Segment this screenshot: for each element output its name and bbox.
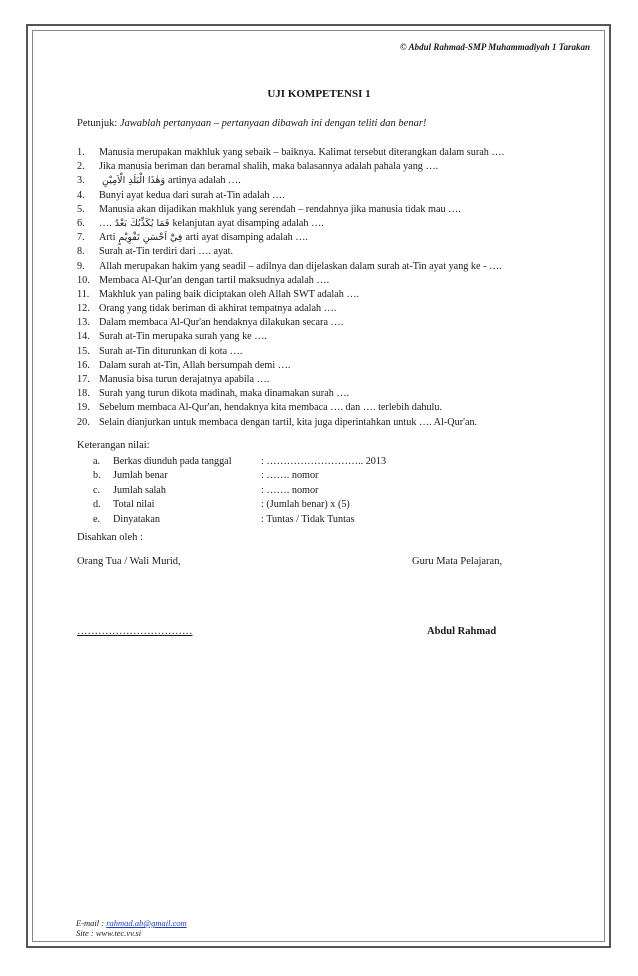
question-item [77,260,577,274]
question-item [77,146,577,160]
question-text: Manusia bisa turun derajatnya apabila …. [99,374,270,385]
question-item [77,288,577,302]
keterangan-label: Berkas diunduh pada tanggal [113,456,232,467]
question-prefix: Arti [99,232,116,244]
question-arabic-text: فَمَا يُكَذِّبُكَ بَعْدُ [114,217,170,229]
footer-site-row [76,928,187,938]
question-item [77,274,577,288]
instruction-text: Jawablah pertanyaan – pertanyaan dibawah ini dengan teliti dan benar! [119,118,427,129]
keterangan-value: : ……. nomor [261,470,319,482]
keterangan-title: Keterangan nilai: [77,440,150,451]
question-text: Surah yang turun dikota madinah, maka dinamakan surah …. [99,388,350,400]
parent-signature-line: …………………………… [77,626,193,637]
question-number: 16. [77,359,90,371]
question-text: Dalam membaca Al-Qur'an hendaknya dilakukan secara …. [99,317,344,329]
instruction-label: Petunjuk: [77,118,118,129]
question-item [77,302,577,316]
question-number: 4. [77,189,85,201]
question-text: Surah at-Tin diturunkan di kota …. [99,345,243,357]
question-number: 13. [77,317,90,329]
question-text: Manusia akan dijadikan makhluk yang serendah – rendahnya jika manusia tidak mau …. [99,203,461,215]
keterangan-letter: b. [93,470,101,482]
question-item [77,373,577,387]
question-number: 10. [77,274,90,286]
keterangan-row [93,498,513,512]
question-text: Dalam surah at-Tin, Allah bersumpah demi …. [99,359,291,371]
header-credit: © Abdul Rahmad-SMP Muhammadiyah 1 Tarakan [399,42,590,52]
question-item [77,231,577,245]
question-number: 18. [77,388,90,400]
question-text: artinya adalah …. [168,175,241,187]
question-item [77,203,577,217]
footer-email-label: E-mail : [76,918,107,928]
question-number: 2. [77,161,85,173]
question-number: 19. [77,402,90,414]
keterangan-label: Dinyatakan [113,513,160,525]
question-item [77,359,577,373]
keterangan-row [93,513,513,527]
keterangan-label: Jumlah benar [113,470,168,482]
question-text: Jika manusia beriman dan beramal shalih, maka balasannya adalah pahala yang …. [99,161,439,173]
question-item [77,160,577,174]
keterangan-letter: e. [93,513,101,525]
keterangan-label: Jumlah salah [113,484,166,496]
keterangan-row [93,455,513,469]
parent-signature-title: Orang Tua / Wali Murid, [77,556,181,567]
keterangan-value: : ……………………….. 2013 [261,456,387,467]
keterangan-letter: c. [93,484,101,496]
question-number: 9. [77,260,85,272]
question-list [77,146,577,430]
footer-email-link[interactable]: rahmad.ab@gmail.com [106,918,187,928]
teacher-signature-title: Guru Mata Pelajaran, [412,556,503,567]
question-item [77,217,577,231]
teacher-name: Abdul Rahmad [427,626,497,637]
question-text: Orang yang tidak beriman di akhirat tempatnya adalah …. [99,303,337,315]
question-text: arti ayat disamping adalah …. [185,232,308,244]
instruction [77,118,426,129]
keterangan-value: : ……. nomor [261,484,319,496]
question-text: Makhluk yan paling baik diciptakan oleh Allah SWT adalah …. [99,288,360,300]
question-number: 11. [77,288,90,300]
question-item [77,316,577,330]
footer [76,918,187,938]
question-item [77,174,577,188]
question-number: 12. [77,303,90,315]
keterangan-list [93,455,513,527]
question-number: 14. [77,331,90,343]
question-number: 1. [77,147,85,158]
question-number: 17. [77,374,90,385]
document-title: UJI KOMPETENSI 1 [267,88,371,100]
question-item [77,387,577,401]
question-text: Manusia merupakan makhluk yang sebaik – baiknya. Kalimat tersebut diterangkan dalam surah …. [99,147,505,158]
question-item [77,330,577,344]
question-text: kelanjutan ayat disamping adalah …. [172,217,324,229]
question-item [77,245,577,259]
footer-email-row [76,918,187,928]
keterangan-value: : (Jumlah benar) x (5) [261,499,350,511]
question-text: Bunyi ayat kedua dari surah at-Tin adalah …. [99,189,285,201]
question-item [77,345,577,359]
question-text: Sebelum membaca Al-Qur'an, hendaknya kita membaca …. dan …. terlebih dahulu. [99,402,443,414]
keterangan-value: : Tuntas / Tidak Tuntas [261,513,355,525]
question-text: Membaca Al-Qur'an dengan tartil maksudnya adalah …. [99,274,330,286]
question-number: 15. [77,345,90,357]
question-text: Allah merupakan hakim yang seadil – adilnya dan dijelaskan dalam surah at-Tin ayat yang ke - …. [99,260,502,272]
question-item [77,401,577,415]
keterangan-letter: d. [93,499,101,511]
question-arabic-text: فِيْٓ اَحْسَنِ تَقْوِيْمٍ [118,232,183,244]
disahkan-label: Disahkan oleh : [77,532,143,543]
question-text: Surah at-Tin terdiri dari …. ayat. [99,246,234,258]
question-item [77,189,577,203]
question-number: 8. [77,246,85,258]
question-item [77,416,577,430]
question-arabic-text: وَهٰذَا الْبَلَدِ الْاَمِيْنِ [102,175,166,187]
footer-site-label: Site : [76,928,96,938]
question-text: Surah at-Tin merupaka surah yang ke …. [99,331,267,343]
question-number: 5. [77,203,85,215]
keterangan-row [93,484,513,498]
footer-site: www.tec.vv.si [95,928,142,938]
keterangan-label: Total nilai [113,499,155,511]
keterangan-row [93,469,513,483]
question-number: 6. [77,217,85,229]
question-number: 20. [77,416,90,428]
question-prefix: …. [99,217,112,229]
question-text: Selain dianjurkan untuk membaca dengan tartil, kita juga diperintahkan untuk …. Al-Qur'an. [99,416,478,428]
question-number: 3. [77,175,85,187]
keterangan-letter: a. [93,456,101,467]
question-number: 7. [77,232,85,244]
